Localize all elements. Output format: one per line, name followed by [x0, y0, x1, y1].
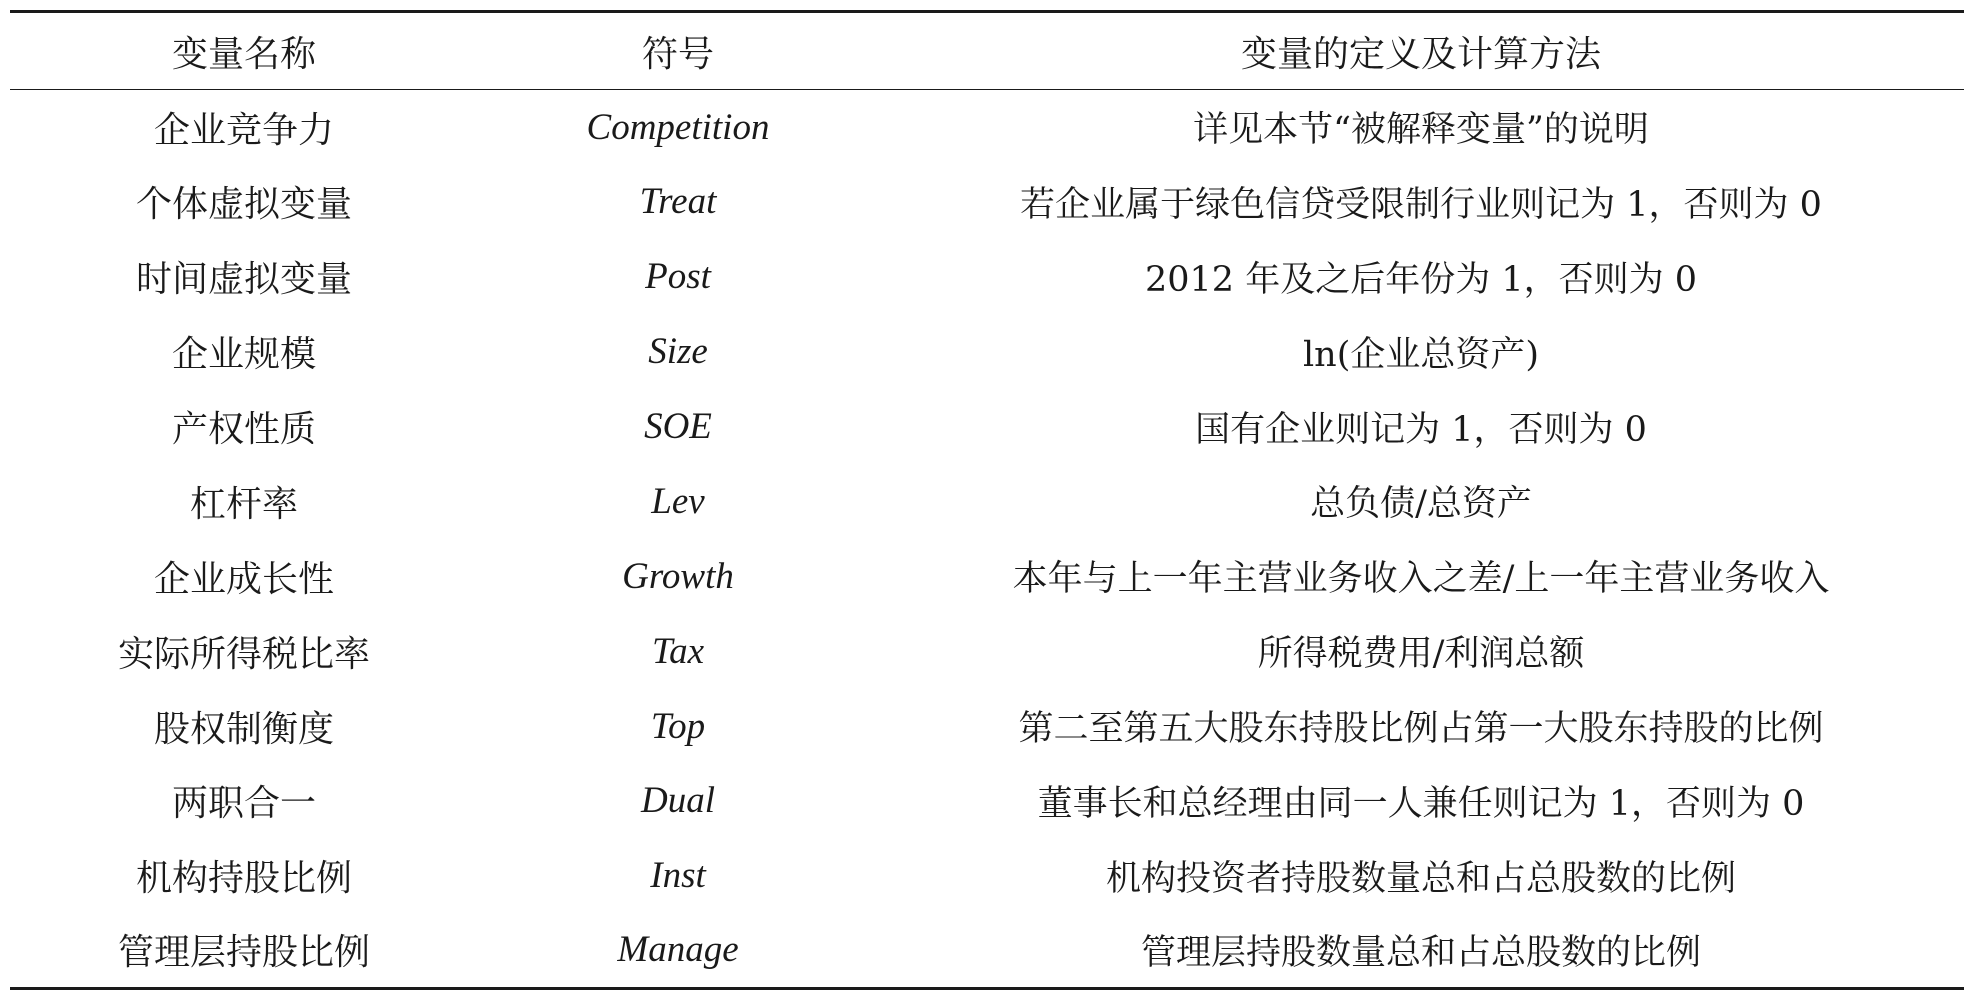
definition-cell: 本年与上一年主营业务收入之差/上一年主营业务收入: [1012, 559, 1830, 600]
definition-cell: ln(企业总资产): [1302, 334, 1540, 375]
symbol-cell: Dual: [641, 780, 715, 822]
table-row: [10, 464, 1964, 539]
variable-name-cell: 两职合一: [171, 783, 316, 825]
definition-cell: 所得税费用/利润总额: [1257, 634, 1585, 675]
definition-cell: 2012 年及之后年份为 1，否则为 0: [1145, 259, 1697, 300]
table-row: [10, 913, 1964, 988]
variable-name-cell: 时间虚拟变量: [135, 259, 352, 301]
variable-name-cell: 产权性质: [171, 409, 316, 450]
table-row: [10, 539, 1964, 614]
symbol-cell: Treat: [639, 181, 717, 223]
variable-name-cell: 管理层持股比例: [10, 913, 478, 988]
header-definition: 变量的定义及计算方法: [878, 12, 1964, 90]
variable-name-cell: 机构持股比例: [135, 858, 352, 900]
definition-cell: 管理层持股数量总和占总股数的比例: [878, 913, 1964, 988]
definition-cell: 总负债/总资产: [1310, 484, 1532, 525]
symbol-cell: Manage: [478, 913, 878, 988]
symbol-cell: Inst: [650, 855, 706, 897]
definition-cell: 国有企业则记为 1，否则为 0: [1195, 409, 1647, 450]
table-row: [10, 689, 1964, 764]
variable-name-cell: 杠杆率: [189, 483, 298, 525]
symbol-cell: Competition: [586, 106, 770, 148]
symbol-cell: Top: [650, 705, 706, 747]
definition-cell: 董事长和总经理由同一人兼任则记为 1，否则为 0: [1037, 783, 1805, 824]
symbol-cell: Tax: [651, 630, 705, 672]
definition-cell: 详见本节“被解释变量”的说明: [1193, 110, 1649, 151]
symbol-cell: Growth: [622, 555, 734, 597]
variable-name-cell: 实际所得税比率: [117, 633, 370, 675]
table-body: [10, 90, 1964, 989]
header-row: [10, 12, 1964, 90]
variable-name-cell: 企业竞争力: [153, 109, 334, 151]
table-row: [10, 239, 1964, 314]
table-row: [10, 389, 1964, 464]
definition-cell: 若企业属于绿色信贷受限制行业则记为 1，否则为 0: [1020, 184, 1822, 225]
table-row: [10, 164, 1964, 239]
variable-name-cell: 企业规模: [171, 334, 316, 376]
table-row: [10, 764, 1964, 839]
table-header: [10, 12, 1964, 90]
variable-definition-table-container: [10, 10, 1964, 990]
table-row: [10, 838, 1964, 913]
symbol-cell: SOE: [644, 406, 712, 447]
table-row: [10, 314, 1964, 389]
definition-cell: 机构投资者持股数量总和占总股数的比例: [1105, 858, 1736, 899]
header-symbol: 符号: [478, 12, 878, 90]
symbol-cell: Post: [645, 256, 711, 298]
symbol-cell: Size: [648, 331, 708, 373]
variable-name-cell: 企业成长性: [153, 558, 334, 600]
table-row: [10, 614, 1964, 689]
variable-name-cell: 个体虚拟变量: [135, 184, 352, 226]
definition-cell: 第二至第五大股东持股比例占第一大股东持股的比例: [1018, 709, 1824, 750]
symbol-cell: Lev: [651, 480, 705, 522]
variable-definition-table: [10, 10, 1964, 990]
table-row: [10, 90, 1964, 165]
header-variable-name: 变量名称: [10, 12, 478, 90]
variable-name-cell: 股权制衡度: [153, 708, 334, 750]
